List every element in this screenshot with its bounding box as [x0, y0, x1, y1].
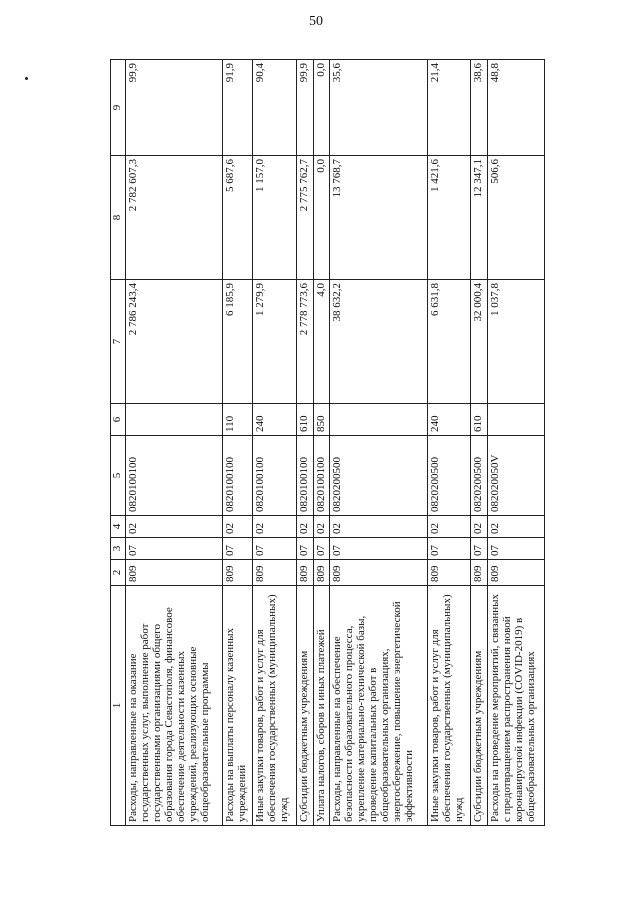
row-actual-amount: 2 775 762,7: [296, 156, 313, 280]
row-actual-amount: 12 347,1: [471, 156, 488, 280]
row-actual-amount: 1 421,6: [427, 156, 471, 280]
row-subsection: 02: [253, 516, 297, 538]
table-row: [296, 60, 313, 826]
row-code-admin: 809: [427, 560, 471, 586]
row-description: Иные закупки товаров, работ и услуг для обеспечения государственных (муниципальных) нужд: [427, 586, 471, 826]
row-target-article: 0820200500: [427, 436, 471, 516]
row-section: 07: [253, 538, 297, 560]
row-plan-amount: 2 778 773,6: [296, 280, 313, 404]
table-row: [427, 60, 471, 826]
row-description: Иные закупки товаров, работ и услуг для обеспечения государственных (муниципальных) нужд: [253, 586, 297, 826]
row-actual-amount: 2 782 607,3: [126, 156, 223, 280]
row-subsection: 02: [471, 516, 488, 538]
header-cell: 5: [111, 436, 126, 516]
row-percent: 35,6: [330, 60, 427, 156]
row-subsection: 02: [296, 516, 313, 538]
header-cell: 7: [111, 280, 126, 404]
row-expense-type: 240: [427, 404, 471, 436]
row-description: Расходы, направленные на оказание государственных услуг, выполнение работ государственными организациями общего образования города Севастополя, финансовое обеспечение деятельности казенных учреждений, реализующих основные общеобразовательные программы: [126, 586, 223, 826]
row-description: Субсидии бюджетным учреждениям: [296, 586, 313, 826]
row-percent: 91,9: [223, 60, 253, 156]
row-subsection: 02: [313, 516, 330, 538]
budget-table: [110, 59, 545, 826]
row-target-article: 082020050V: [487, 436, 544, 516]
scan-mark: [25, 77, 28, 80]
row-percent: 99,9: [296, 60, 313, 156]
row-expense-type: 240: [253, 404, 297, 436]
row-plan-amount: 6 631,8: [427, 280, 471, 404]
row-code-admin: 809: [487, 560, 544, 586]
row-code-admin: 809: [330, 560, 427, 586]
row-subsection: 02: [223, 516, 253, 538]
row-actual-amount: 0,0: [313, 156, 330, 280]
row-code-admin: 809: [296, 560, 313, 586]
row-target-article: 0820100100: [253, 436, 297, 516]
row-target-article: 0820200500: [471, 436, 488, 516]
row-description: Расходы на проведение мероприятий, связанных с предотвращением распространения новой коронавирусной инфекции (COVID-2019) в общеобразовательных организациях: [487, 586, 544, 826]
row-code-admin: 809: [313, 560, 330, 586]
row-expense-type: 850: [313, 404, 330, 436]
header-cell: 8: [111, 156, 126, 280]
rotated-table-wrapper: [110, 60, 545, 826]
header-cell: 9: [111, 60, 126, 156]
row-percent: 38,6: [471, 60, 488, 156]
row-target-article: 0820100100: [126, 436, 223, 516]
row-plan-amount: 38 632,2: [330, 280, 427, 404]
header-cell: 6: [111, 404, 126, 436]
row-subsection: 02: [126, 516, 223, 538]
row-subsection: 02: [487, 516, 544, 538]
header-cell: 2: [111, 560, 126, 586]
header-cell: 3: [111, 538, 126, 560]
row-description: Расходы на выплаты персоналу казенных учреждений: [223, 586, 253, 826]
row-description: Уплата налогов, сборов и иных платежей: [313, 586, 330, 826]
row-percent: 0,0: [313, 60, 330, 156]
row-actual-amount: 5 687,6: [223, 156, 253, 280]
table-row: [223, 60, 253, 826]
row-expense-type: 110: [223, 404, 253, 436]
row-actual-amount: 1 157,0: [253, 156, 297, 280]
row-percent: 21,4: [427, 60, 471, 156]
row-plan-amount: 2 786 243,4: [126, 280, 223, 404]
row-target-article: 0820100100: [296, 436, 313, 516]
row-plan-amount: 1 279,9: [253, 280, 297, 404]
row-code-admin: 809: [126, 560, 223, 586]
row-plan-amount: 4,0: [313, 280, 330, 404]
row-section: 07: [471, 538, 488, 560]
row-expense-type: 610: [296, 404, 313, 436]
row-code-admin: 809: [253, 560, 297, 586]
table-row: [126, 60, 223, 826]
table-row: [471, 60, 488, 826]
row-actual-amount: 506,6: [487, 156, 544, 280]
row-percent: 99,9: [126, 60, 223, 156]
table-row: [253, 60, 297, 826]
row-percent: 90,4: [253, 60, 297, 156]
row-section: 07: [487, 538, 544, 560]
table-row: [487, 60, 544, 826]
row-plan-amount: 32 000,4: [471, 280, 488, 404]
row-section: 07: [313, 538, 330, 560]
row-section: 07: [296, 538, 313, 560]
row-target-article: 0820100100: [313, 436, 330, 516]
row-target-article: 0820100100: [223, 436, 253, 516]
page-number: 50: [309, 14, 323, 29]
row-subsection: 02: [427, 516, 471, 538]
row-subsection: 02: [330, 516, 427, 538]
row-target-article: 0820200500: [330, 436, 427, 516]
row-section: 07: [223, 538, 253, 560]
row-expense-type: 610: [471, 404, 488, 436]
row-section: 07: [126, 538, 223, 560]
header-row: [111, 60, 126, 826]
row-plan-amount: 6 185,9: [223, 280, 253, 404]
row-code-admin: 809: [471, 560, 488, 586]
row-description: Расходы, направленные на обеспечение безопасности образовательного процесса, укрепление материально-технической базы, проведение капитальных работ в общеобразовательных организациях, энергосбережение, повышение энергетической эффективности: [330, 586, 427, 826]
row-actual-amount: 13 768,7: [330, 156, 427, 280]
row-section: 07: [330, 538, 427, 560]
row-description: Субсидии бюджетным учреждениям: [471, 586, 488, 826]
row-expense-type: [330, 404, 427, 436]
table-row: [330, 60, 427, 826]
row-expense-type: [487, 404, 544, 436]
row-code-admin: 809: [223, 560, 253, 586]
header-cell: 1: [111, 586, 126, 826]
row-expense-type: [126, 404, 223, 436]
table-row: [313, 60, 330, 826]
row-plan-amount: 1 037,8: [487, 280, 544, 404]
row-percent: 48,8: [487, 60, 544, 156]
row-section: 07: [427, 538, 471, 560]
header-cell: 4: [111, 516, 126, 538]
